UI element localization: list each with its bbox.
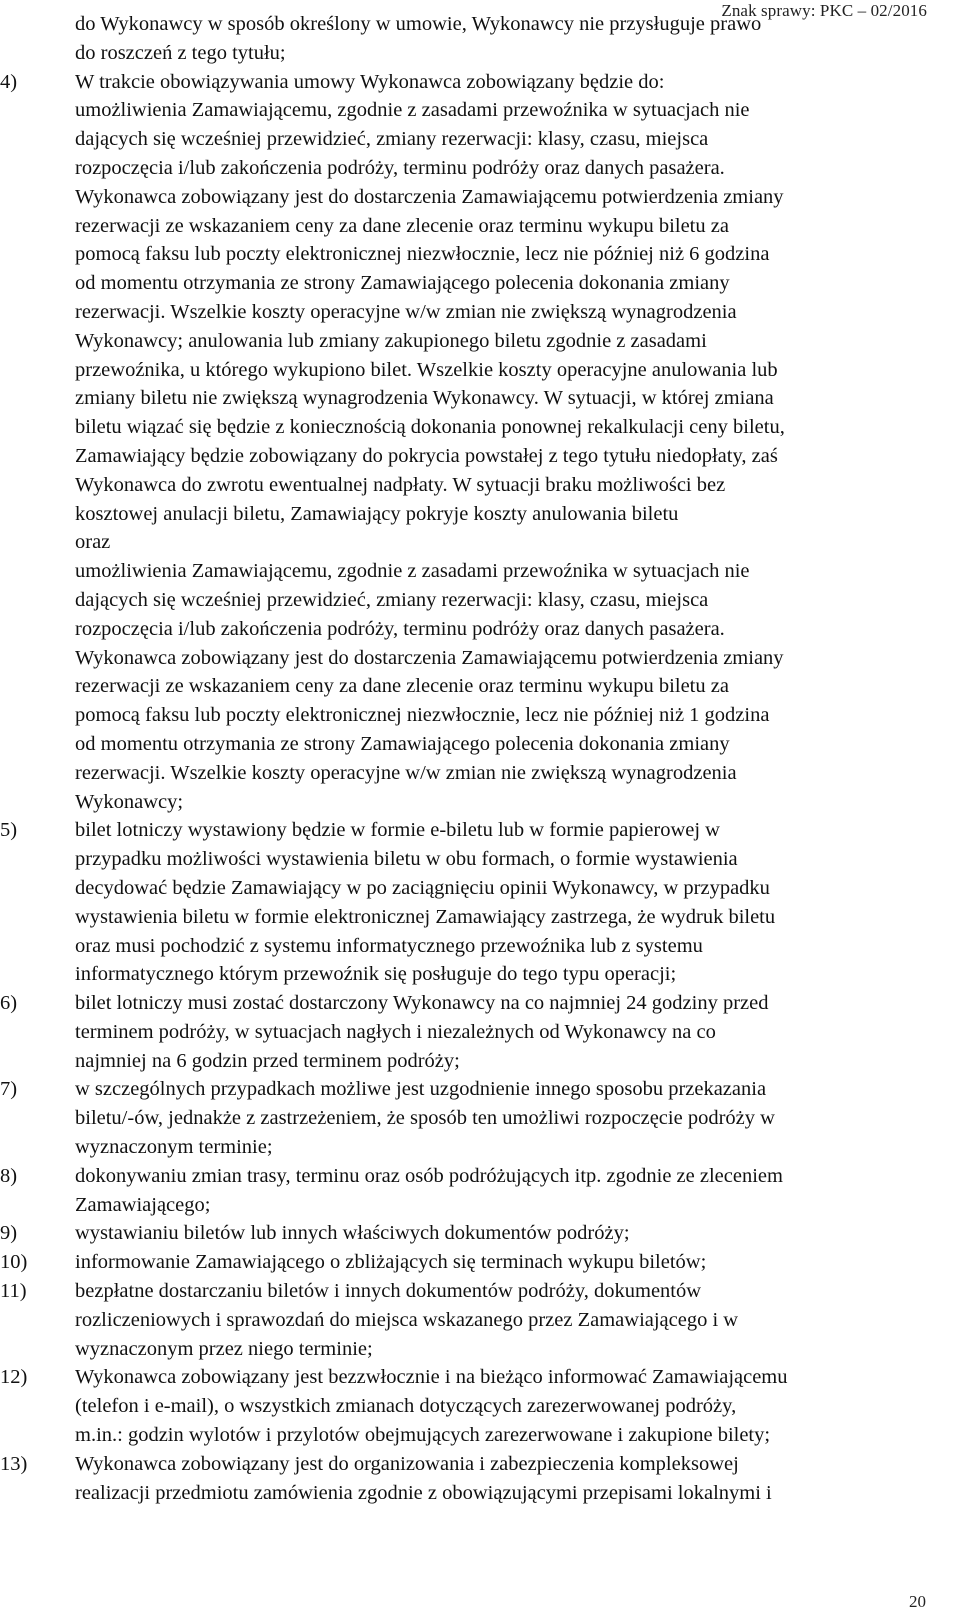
list-item [0,1363,925,1449]
list-item [0,1162,925,1220]
text-line: od momentu otrzymania ze strony Zamawiającego polecenia dokonania zmiany [75,732,730,755]
text-line: od momentu otrzymania ze strony Zamawiającego polecenia dokonania zmiany [75,272,730,295]
text-line: rozpoczęcia i/lub zakończenia podróży, terminu podróży oraz danych pasażera. [75,156,725,179]
text-line: bilet lotniczy wystawiony będzie w formie e-biletu lub w formie papierowej w [75,819,720,842]
text-line: Wykonawca zobowiązany jest bezzwłocznie i na bieżąco informować Zamawiającemu [75,1366,788,1389]
text-line: Zamawiający będzie zobowiązany do pokrycia powstałej z tego tytułu niedopłaty, zaś [75,444,778,467]
list-item-number: 12) [0,1366,28,1389]
text-line: oraz [75,531,111,554]
list-item [0,1450,925,1508]
text-line: Wykonawca zobowiązany jest do dostarczenia Zamawiającemu potwierdzenia zmiany [75,185,784,208]
text-line: wystawianiu biletów lub innych właściwych dokumentów podróży; [75,1222,630,1245]
text-line: w szczególnych przypadkach możliwe jest uzgodnienie innego sposobu przekazania [75,1078,767,1101]
text-line: dających się wcześniej przewidzieć, zmiany rezerwacji: klasy, czasu, miejsca [75,588,709,611]
list-item [0,1248,925,1277]
text-line: Wykonawca zobowiązany jest do dostarczenia Zamawiającemu potwierdzenia zmiany [75,646,784,669]
page-number: 20 [909,1592,926,1611]
text-line: Wykonawca zobowiązany jest do organizowania i zabezpieczenia kompleksowej [75,1452,739,1475]
text-line: kosztowej anulacji biletu, Zamawiający pokryje koszty anulowania biletu [75,502,679,525]
text-line: oraz musi pochodzić z systemu informatycznego przewoźnika lub z systemu [75,934,703,957]
text-line: do roszczeń z tego tytułu; [75,41,286,64]
text-line: Wykonawcy; anulowania lub zmiany zakupionego biletu zgodnie z zasadami [75,329,707,352]
text-line: Wykonawcy; [75,790,184,813]
list-item [0,1075,925,1161]
text-line: umożliwienia Zamawiającemu, zgodnie z zasadami przewoźnika w sytuacjach nie [75,560,750,583]
text-line: umożliwienia Zamawiającemu, zgodnie z zasadami przewoźnika w sytuacjach nie [75,99,750,122]
text-line: informowanie Zamawiającego o zbliżających się terminach wykupu biletów; [75,1251,707,1274]
text-line: realizacji przedmiotu zamówienia zgodnie z obowiązującymi przepisami lokalnymi i [75,1481,772,1504]
text-line: wyznaczonym terminie; [75,1136,273,1159]
list-item [0,989,925,1075]
list-item-number: 8) [0,1164,18,1187]
list-item-number: 5) [0,819,18,842]
text-line: biletu/-ów, jednakże z zastrzeżeniem, że sposób ten umożliwi rozpoczęcie podróży w [75,1107,775,1130]
text-line: bezpłatne dostarczaniu biletów i innych dokumentów podróży, dokumentów [75,1280,702,1303]
text-line: rezerwacji ze wskazaniem ceny za dane zlecenie oraz terminu wykupu biletu za [75,214,729,237]
text-line: Wykonawca do zwrotu ewentualnej nadpłaty. W sytuacji braku możliwości bez [75,473,726,496]
text-line: wystawienia biletu w formie elektronicznej Zamawiający zastrzega, że wydruk biletu [75,905,776,928]
list-item [0,1277,925,1363]
text-line: zmiany biletu nie zwiększą wynagrodzenia Wykonawcy. W sytuacji, w której zmiana [75,387,774,410]
lead-paragraph [75,10,925,68]
text-line: rozliczeniowych i sprawozdań do miejsca wskazanego przez Zamawiającego i w [75,1308,739,1331]
text-line: terminem podróży, w sytuacjach nagłych i niezależnych od Wykonawcy na co [75,1020,716,1043]
text-line: do Wykonawcy w sposób określony w umowie, Wykonawcy nie przysługuje prawo [75,13,762,35]
list-item [0,1219,925,1248]
list-item-number: 7) [0,1078,18,1101]
text-line: przewoźnika, u którego wykupiono bilet. Wszelkie koszty operacyjne anulowania lub [75,358,778,381]
text-line: dających się wcześniej przewidzieć, zmiany rezerwacji: klasy, czasu, miejsca [75,128,709,151]
list-item-number: 13) [0,1452,28,1475]
list-item [0,816,925,989]
case-reference: Znak sprawy: PKC – 02/2016 [721,1,927,20]
list-item-number: 4) [0,70,18,93]
text-line: Zamawiającego; [75,1193,211,1216]
text-line: rezerwacji. Wszelkie koszty operacyjne w/w zmian nie zwiększą wynagrodzenia [75,300,737,323]
list-item-number: 10) [0,1251,28,1274]
text-line: bilet lotniczy musi zostać dostarczony Wykonawcy na co najmniej 24 godziny przed [75,992,769,1015]
text-line: rezerwacji ze wskazaniem ceny za dane zlecenie oraz terminu wykupu biletu za [75,675,729,698]
text-line: W trakcie obowiązywania umowy Wykonawca zobowiązany będzie do: [75,70,665,93]
text-line: dokonywaniu zmian trasy, terminu oraz osób podróżujących itp. zgodnie ze zleceniem [75,1164,783,1187]
list-item-number: 6) [0,992,18,1015]
list-item-number: 11) [0,1280,27,1303]
text-line: rozpoczęcia i/lub zakończenia podróży, terminu podróży oraz danych pasażera. [75,617,725,640]
text-line: (telefon i e-mail), o wszystkich zmianach dotyczących zarezerwowanej podróży, [75,1395,737,1418]
text-line: najmniej na 6 godzin przed terminem podróży; [75,1049,460,1072]
text-line: biletu wiązać się będzie z koniecznością dokonania ponownej rekalkulacji ceny biletu, [75,416,785,439]
numbered-list [0,68,960,1508]
text-line: informatycznego którym przewoźnik się posługuje do tego typu operacji; [75,963,677,986]
document-body [0,10,960,1507]
text-line: decydować będzie Zamawiający w po zaciągnięciu opinii Wykonawcy, w przypadku [75,876,770,899]
list-item [0,68,925,817]
text-line: przypadku możliwości wystawienia biletu w obu formach, o formie wystawienia [75,848,738,871]
text-line: rezerwacji. Wszelkie koszty operacyjne w/w zmian nie zwiększą wynagrodzenia [75,761,737,784]
text-line: m.in.: godzin wylotów i przylotów obejmujących zarezerwowane i zakupione bilety; [75,1424,771,1447]
list-item-number: 9) [0,1222,18,1245]
text-line: pomocą faksu lub poczty elektronicznej niezwłocznie, lecz nie później niż 6 godzina [75,243,770,266]
text-line: pomocą faksu lub poczty elektronicznej niezwłocznie, lecz nie później niż 1 godzina [75,704,770,727]
text-line: wyznaczonym przez niego terminie; [75,1337,373,1360]
